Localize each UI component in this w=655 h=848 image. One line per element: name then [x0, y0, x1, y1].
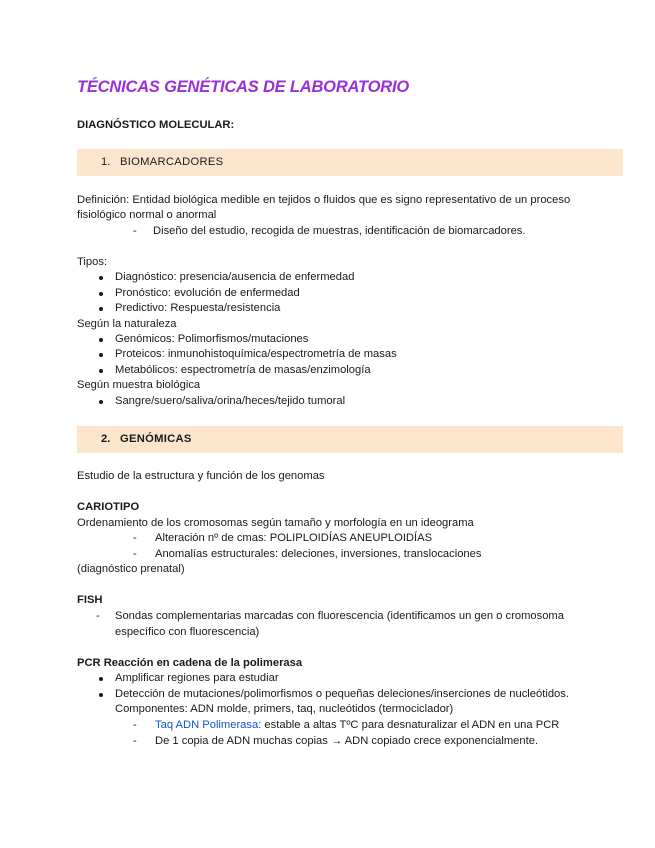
pcr-item-2-line-2: Componentes: ADN molde, primers, taq, nucleótidos (termociclador)	[115, 703, 454, 715]
list-item: Sangre/suero/saliva/orina/heces/tejido tumoral	[115, 395, 346, 407]
band-label: GENÓMICAS	[120, 433, 192, 445]
genomicas-intro: Estudio de la estructura y función de los genomas	[77, 470, 325, 482]
tipos-label: Tipos:	[77, 256, 108, 268]
taq-polimerasa-link[interactable]: Taq ADN Polimerasa:	[155, 719, 262, 731]
cariotipo-note: (diagnóstico prenatal)	[77, 563, 185, 575]
cariotipo-item: Alteración nº de cmas: POLIPLOIDÍAS ANEUPLOIDÍAS	[155, 532, 433, 544]
dash-marker: -	[133, 719, 137, 731]
pcr-heading: PCR Reacción en cadena de la polimerasa	[77, 657, 303, 669]
dash-marker: -	[133, 532, 137, 544]
naturaleza-label: Según la naturaleza	[77, 318, 177, 330]
fish-line-2: específico con fluorescencia)	[115, 626, 260, 638]
band-label: BIOMARCADORES	[120, 156, 224, 168]
bullet-icon	[99, 353, 103, 357]
pcr-item-2-line-1: Detección de mutaciones/polimorfismos o pequeñas deleciones/inserciones de nucleótidos.	[115, 688, 569, 700]
bullet-icon	[99, 276, 103, 280]
pcr-sub-1-text: estable a altas TºC para desnaturalizar el ADN en una PCR	[261, 719, 560, 731]
list-item: Pronóstico: evolución de enfermedad	[115, 287, 300, 299]
list-item: Metabólicos: espectrometría de masas/enzimología	[115, 364, 371, 376]
dash-marker: -	[133, 225, 137, 237]
bullet-icon	[99, 307, 103, 311]
list-item: Proteicos: inmunohistoquímica/espectrometría de masas	[115, 348, 397, 360]
dash-marker: -	[96, 610, 100, 622]
list-item: Genómicos: Polimorfismos/mutaciones	[115, 333, 309, 345]
bullet-icon	[99, 677, 103, 681]
bullet-icon	[99, 693, 103, 697]
definition-sub: Diseño del estudio, recogida de muestras, identificación de biomarcadores.	[153, 225, 526, 237]
cariotipo-item: Anomalías estructurales: deleciones, inversiones, translocaciones	[155, 548, 482, 560]
band-number: 1.	[101, 156, 111, 168]
pcr-sub-1	[155, 718, 559, 733]
muestra-label: Según muestra biológica	[77, 379, 201, 391]
fish-heading: FISH	[77, 594, 103, 606]
dash-marker: -	[133, 548, 137, 560]
band-number: 2.	[101, 433, 111, 445]
section-heading: DIAGNÓSTICO MOLECULAR:	[77, 119, 235, 131]
definition-line-2: fisiológico normal o anormal	[77, 209, 217, 221]
bullet-icon	[99, 338, 103, 342]
dash-marker: -	[133, 735, 137, 747]
bullet-icon	[99, 369, 103, 373]
list-item: Predictivo: Respuesta/resistencia	[115, 302, 281, 314]
bullet-icon	[99, 292, 103, 296]
cariotipo-heading: CARIOTIPO	[77, 501, 140, 513]
cariotipo-desc: Ordenamiento de los cromosomas según tamaño y morfología en un ideograma	[77, 517, 474, 529]
biomarcadores-band	[77, 149, 623, 176]
fish-line-1: Sondas complementarias marcadas con fluorescencia (identificamos un gen o cromosoma	[115, 610, 564, 622]
definition-line-1: Definición: Entidad biológica medible en tejidos o fluidos que es signo representativo de un proceso	[77, 194, 571, 206]
document-title: TÉCNICAS GENÉTICAS DE LABORATORIO	[77, 78, 409, 96]
genomicas-band	[77, 426, 623, 453]
bullet-icon	[99, 400, 103, 404]
pcr-sub-2: De 1 copia de ADN muchas copias → ADN copiado crece exponencialmente.	[155, 735, 539, 747]
pcr-item-1: Amplificar regiones para estudiar	[115, 672, 279, 684]
list-item: Diagnóstico: presencia/ausencia de enfermedad	[115, 271, 355, 283]
